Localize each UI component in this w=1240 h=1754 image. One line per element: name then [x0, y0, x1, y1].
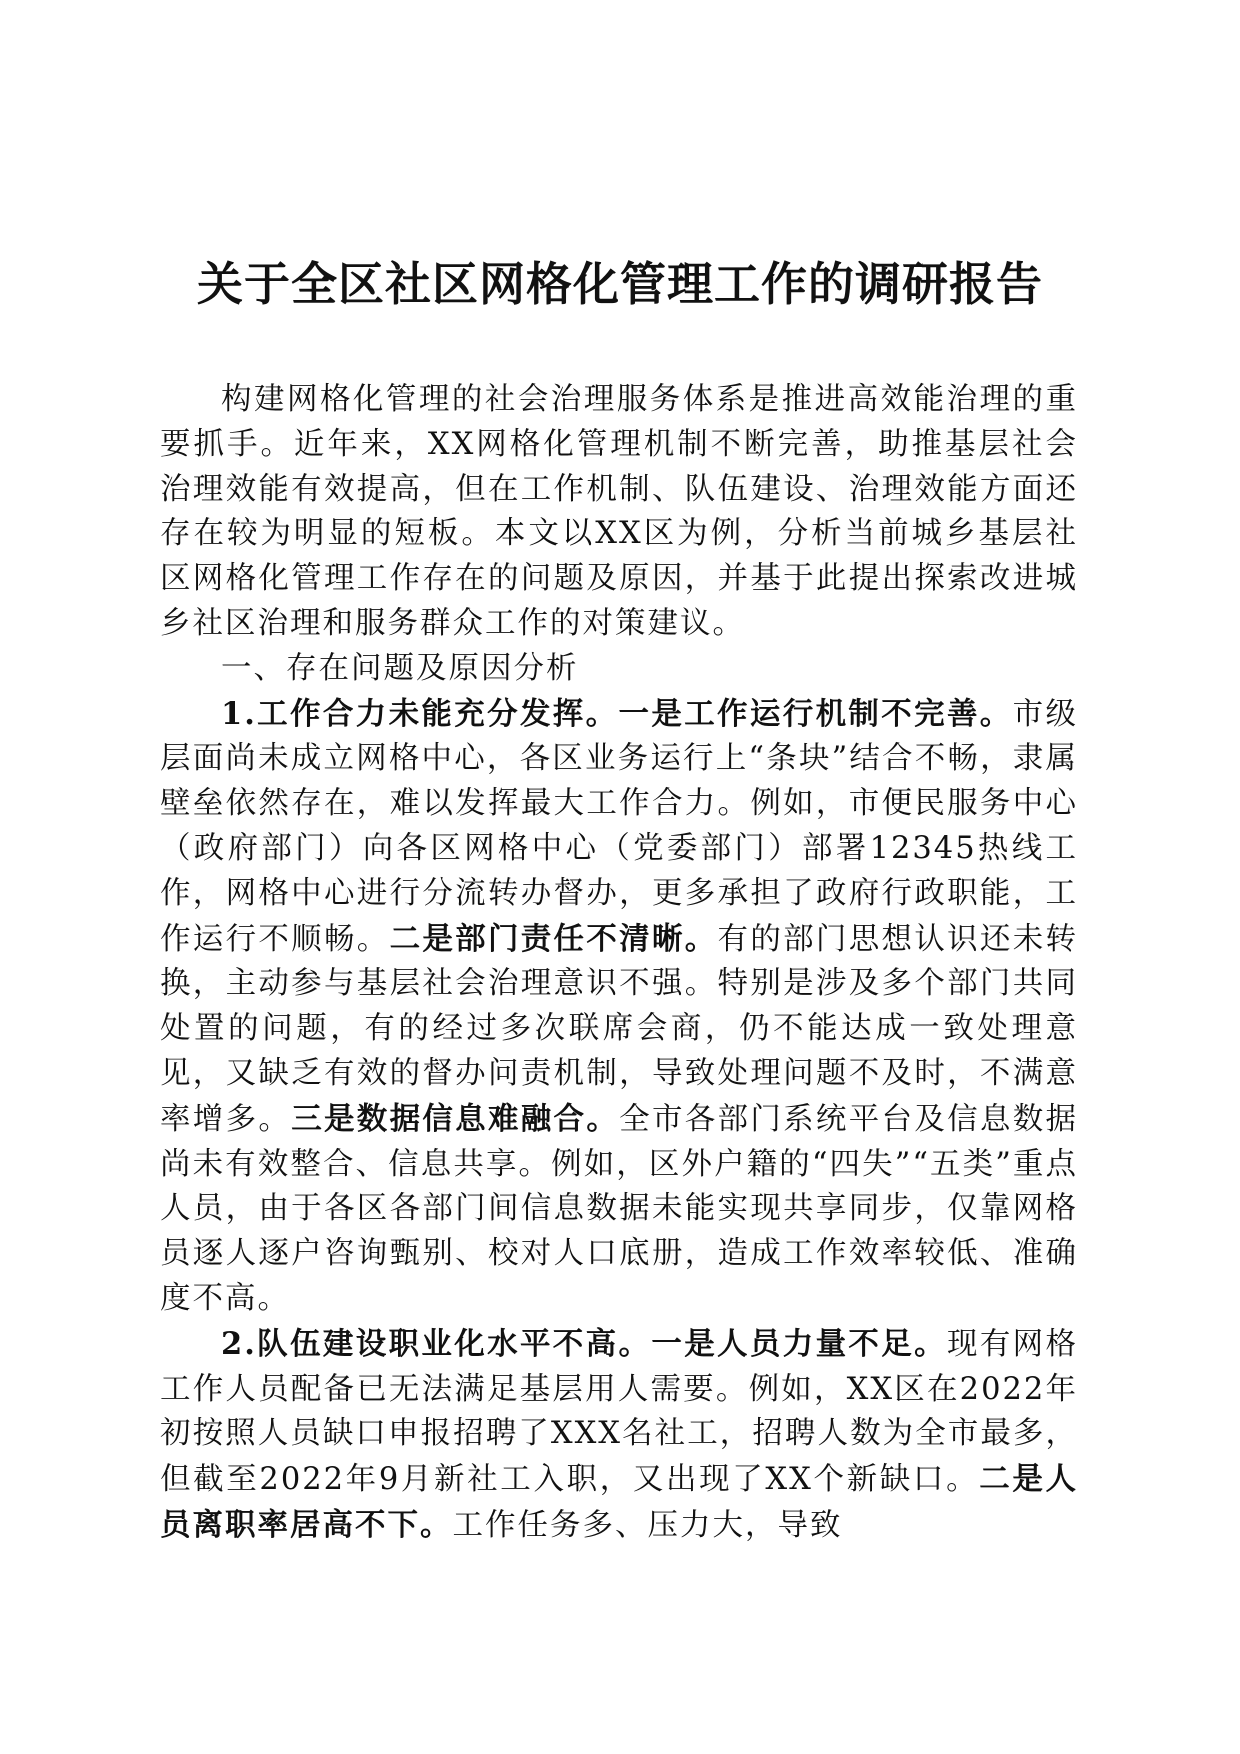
item1-point2-text: 有的部门思想认识还未转换，主动参与基层社会治理意识不强。特别是涉及多个部门共同处置的问题，有的经过多次联席会商，仍不能达成一致处理意见，又缺乏有效的督办问责机制，导致处理问题不及时，不满意率增多。 — [160, 921, 1079, 1137]
item2-point2-text: 工作任务多、压力大，导致 — [452, 1507, 843, 1543]
item2-point2-title: 二是人员离职率居高不下。 — [160, 1461, 1079, 1543]
item1-lead: 1.工作合力未能充分发挥。 — [221, 695, 619, 732]
item1-point3-text: 全市各部门系统平台及信息数据尚未有效整合、信息共享。例如，区外户籍的“四失”“五类”重点人员，由于各区各部门间信息数据未能实现共享同步，仅靠网格员逐人逐户咨询甄别、校对人口底册，造成工作效率较低、准确度不高。 — [160, 1101, 1079, 1316]
document-title: 关于全区社区网格化管理工作的调研报告 — [197, 257, 1043, 311]
item1-point1-text: 市级层面尚未成立网格中心，各区业务运行上“条块”结合不畅，隶属壁垒依然存在，难以发挥最大工作合力。例如，市便民服务中心（政府部门）向各区网格中心（党委部门）部署12345热线工作，网格中心进行分流转办督办，更多承担了政府行政职能，工作运行不顺畅。 — [160, 696, 1079, 957]
item1-paragraph — [160, 692, 1078, 1322]
item2-point1-title: 一是人员力量不足。 — [651, 1325, 947, 1362]
item2-lead: 2.队伍建设职业化水平不高。 — [221, 1325, 652, 1362]
document-body — [160, 378, 1078, 1549]
item1-point2-title: 二是部门责任不清晰。 — [389, 920, 718, 957]
item1-point3-title: 三是数据信息难融合。 — [291, 1100, 620, 1137]
intro-paragraph: 构建网格化管理的社会治理服务体系是推进高效能治理的重要抓手。近年来，XX网格化管理机制不断完善，助推基层社会治理效能有效提高，但在工作机制、队伍建设、治理效能方面还存在较为明显的短板。本文以XX区为例，分析当前城乡基层社区网格化管理工作存在的问题及原因，并基于此提出探索改进城乡社区治理和服务群众工作的对策建议。 — [160, 382, 1078, 641]
item1-point1-title: 一是工作运行机制不完善。 — [618, 695, 1013, 732]
item2-paragraph — [160, 1322, 1078, 1549]
section-heading: 一、存在问题及原因分析 — [221, 650, 579, 686]
item2-point1-text: 现有网格工作人员配备已无法满足基层用人需要。例如，XX区在2022年初按照人员缺口申报招聘了XXX名社工，招聘人数为全市最多，但截至2022年9月新社工入职，又出现了XX个新缺口。 — [160, 1326, 1079, 1498]
